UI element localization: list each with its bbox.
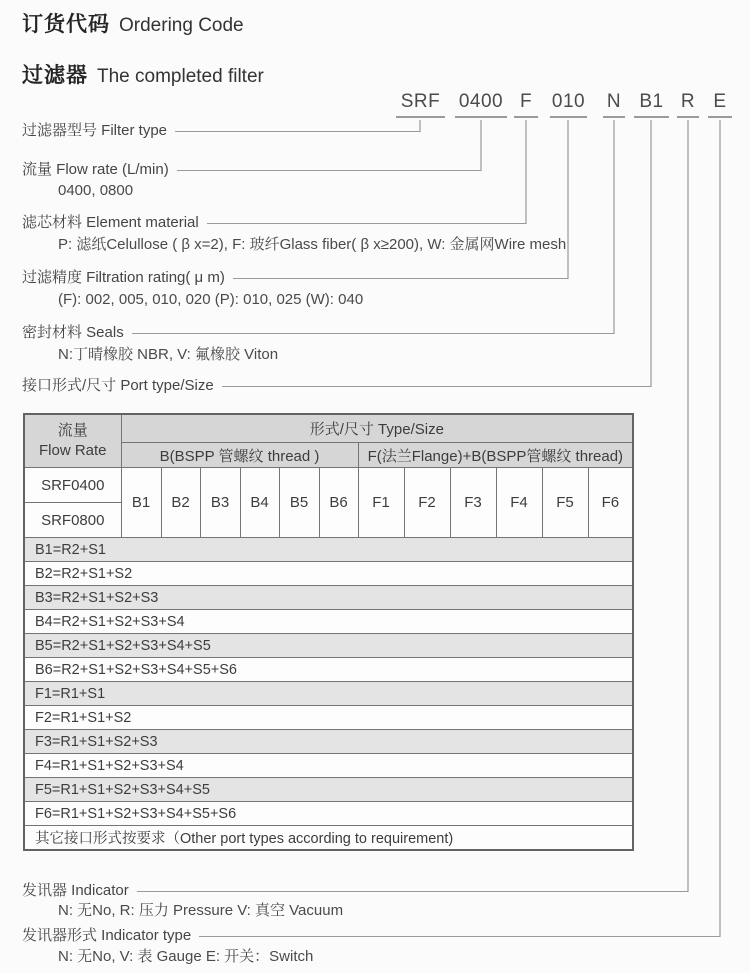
combo-row-b3: B3=R2+S1+S2+S3 <box>24 586 633 610</box>
flow-rate-options: 0400, 0800 <box>58 182 134 199</box>
code-part-model: SRF <box>396 91 445 118</box>
port-code-b5: B5 <box>279 468 319 538</box>
port-code-f3: F3 <box>450 468 496 538</box>
callout-indicator <box>22 882 688 900</box>
callout-seals-label: 密封材料 Seals <box>22 324 124 341</box>
callout-element-material <box>22 214 526 232</box>
leader-line <box>233 278 568 279</box>
combo-row-b6: B6=R2+S1+S2+S3+S4+S5+S6 <box>24 658 633 682</box>
seals-options: N:丁晴橡胶 NBR, V: 氟橡胶 Viton <box>58 346 279 363</box>
callout-port-type <box>22 377 651 395</box>
leader-line <box>175 131 420 132</box>
flow-rate-header <box>24 414 121 468</box>
code-part-material: F <box>514 91 538 118</box>
callout-seals <box>22 324 614 342</box>
code-part-port: B1 <box>634 91 669 118</box>
port-code-f4: F4 <box>496 468 542 538</box>
callout-indicator-type <box>22 927 720 945</box>
combo-row-b4: B4=R2+S1+S2+S3+S4 <box>24 610 633 634</box>
code-part-indicator: R <box>677 91 699 118</box>
combo-row-f2: F2=R1+S1+S2 <box>24 706 633 730</box>
leader-line <box>207 223 526 224</box>
leader-line <box>222 386 651 387</box>
callout-filtration-rating-label: 过滤精度 Filtration rating( μ m) <box>22 269 225 286</box>
callout-indicator-label: 发讯器 Indicator <box>22 882 129 899</box>
code-part-rating: 010 <box>550 91 587 118</box>
filtration-rating-options: (F): 002, 005, 010, 020 (P): 010, 025 (W): 040 <box>58 291 364 308</box>
port-code-f6: F6 <box>588 468 633 538</box>
callout-indicator-type-label: 发讯器形式 Indicator type <box>22 927 192 944</box>
combo-row-b2: B2=R2+S1+S2 <box>24 562 633 586</box>
flange-bspp-header: F(法兰Flange)+B(BSPP管螺纹 thread) <box>358 443 633 468</box>
port-code-b6: B6 <box>319 468 358 538</box>
callout-element-material-label: 滤芯材料 Element material <box>22 214 199 231</box>
port-code-b1: B1 <box>121 468 161 538</box>
combo-row-f6: F6=R1+S1+S2+S3+S4+S5+S6 <box>24 802 633 826</box>
callout-port-type-label: 接口形式/尺寸 Port type/Size <box>22 377 214 394</box>
combo-row-b5: B5=R2+S1+S2+S3+S4+S5 <box>24 634 633 658</box>
title-completed-filter-zh: 过滤器 <box>22 64 88 87</box>
callout-flow-rate-label: 流量 Flow rate (L/min) <box>22 161 169 178</box>
bspp-thread-header: B(BSPP 管螺纹 thread ) <box>121 443 358 468</box>
title-ordering-code-en: Ordering Code <box>119 15 244 36</box>
flow-row-srf0400: SRF0400 <box>24 468 121 503</box>
flow-rate-header-zh: 流量 <box>57 421 88 439</box>
leader-line <box>132 333 614 334</box>
callout-filtration-rating <box>22 269 568 287</box>
callout-filter-type <box>22 122 420 140</box>
indicator-options: N: 无No, R: 压力 Pressure V: 真空 Vacuum <box>58 902 344 919</box>
port-type-size-table <box>23 413 634 851</box>
title-ordering-code-zh: 订货代码 <box>22 13 110 36</box>
combo-row-other: 其它接口形式按要求（Other port types according to requirement) <box>24 826 633 851</box>
element-material-options: P: 滤纸Celullose ( β x=2), F: 玻纤Glass fiber( β x≥200), W: 金属网Wire mesh <box>58 236 567 253</box>
leader-line <box>137 891 688 892</box>
section-title <box>22 59 264 89</box>
indicator-type-options: N: 无No, V: 表 Gauge E: 开关：Switch <box>58 948 314 965</box>
title-completed-filter-en: The completed filter <box>97 66 264 87</box>
combo-row-f4: F4=R1+S1+S2+S3+S4 <box>24 754 633 778</box>
leader-line <box>177 170 481 171</box>
flow-row-srf0800: SRF0800 <box>24 503 121 538</box>
type-size-header: 形式/尺寸 Type/Size <box>121 414 633 443</box>
code-part-indicator-type: E <box>708 91 732 118</box>
combo-row-f5: F5=R1+S1+S2+S3+S4+S5 <box>24 778 633 802</box>
port-code-f2: F2 <box>404 468 450 538</box>
port-code-f1: F1 <box>358 468 404 538</box>
combo-row-b1: B1=R2+S1 <box>24 538 633 562</box>
page-title <box>22 8 244 38</box>
port-code-b2: B2 <box>161 468 200 538</box>
port-code-b4: B4 <box>240 468 279 538</box>
port-code-f5: F5 <box>542 468 588 538</box>
combo-row-f1: F1=R1+S1 <box>24 682 633 706</box>
callout-flow-rate <box>22 161 481 179</box>
leader-line <box>199 936 720 937</box>
port-code-b3: B3 <box>200 468 240 538</box>
flow-rate-header-en: Flow Rate <box>38 442 107 459</box>
code-part-flow: 0400 <box>455 91 507 118</box>
combo-row-f3: F3=R1+S1+S2+S3 <box>24 730 633 754</box>
callout-filter-type-label: 过滤器型号 Filter type <box>22 122 168 139</box>
code-part-seal: N <box>603 91 625 118</box>
